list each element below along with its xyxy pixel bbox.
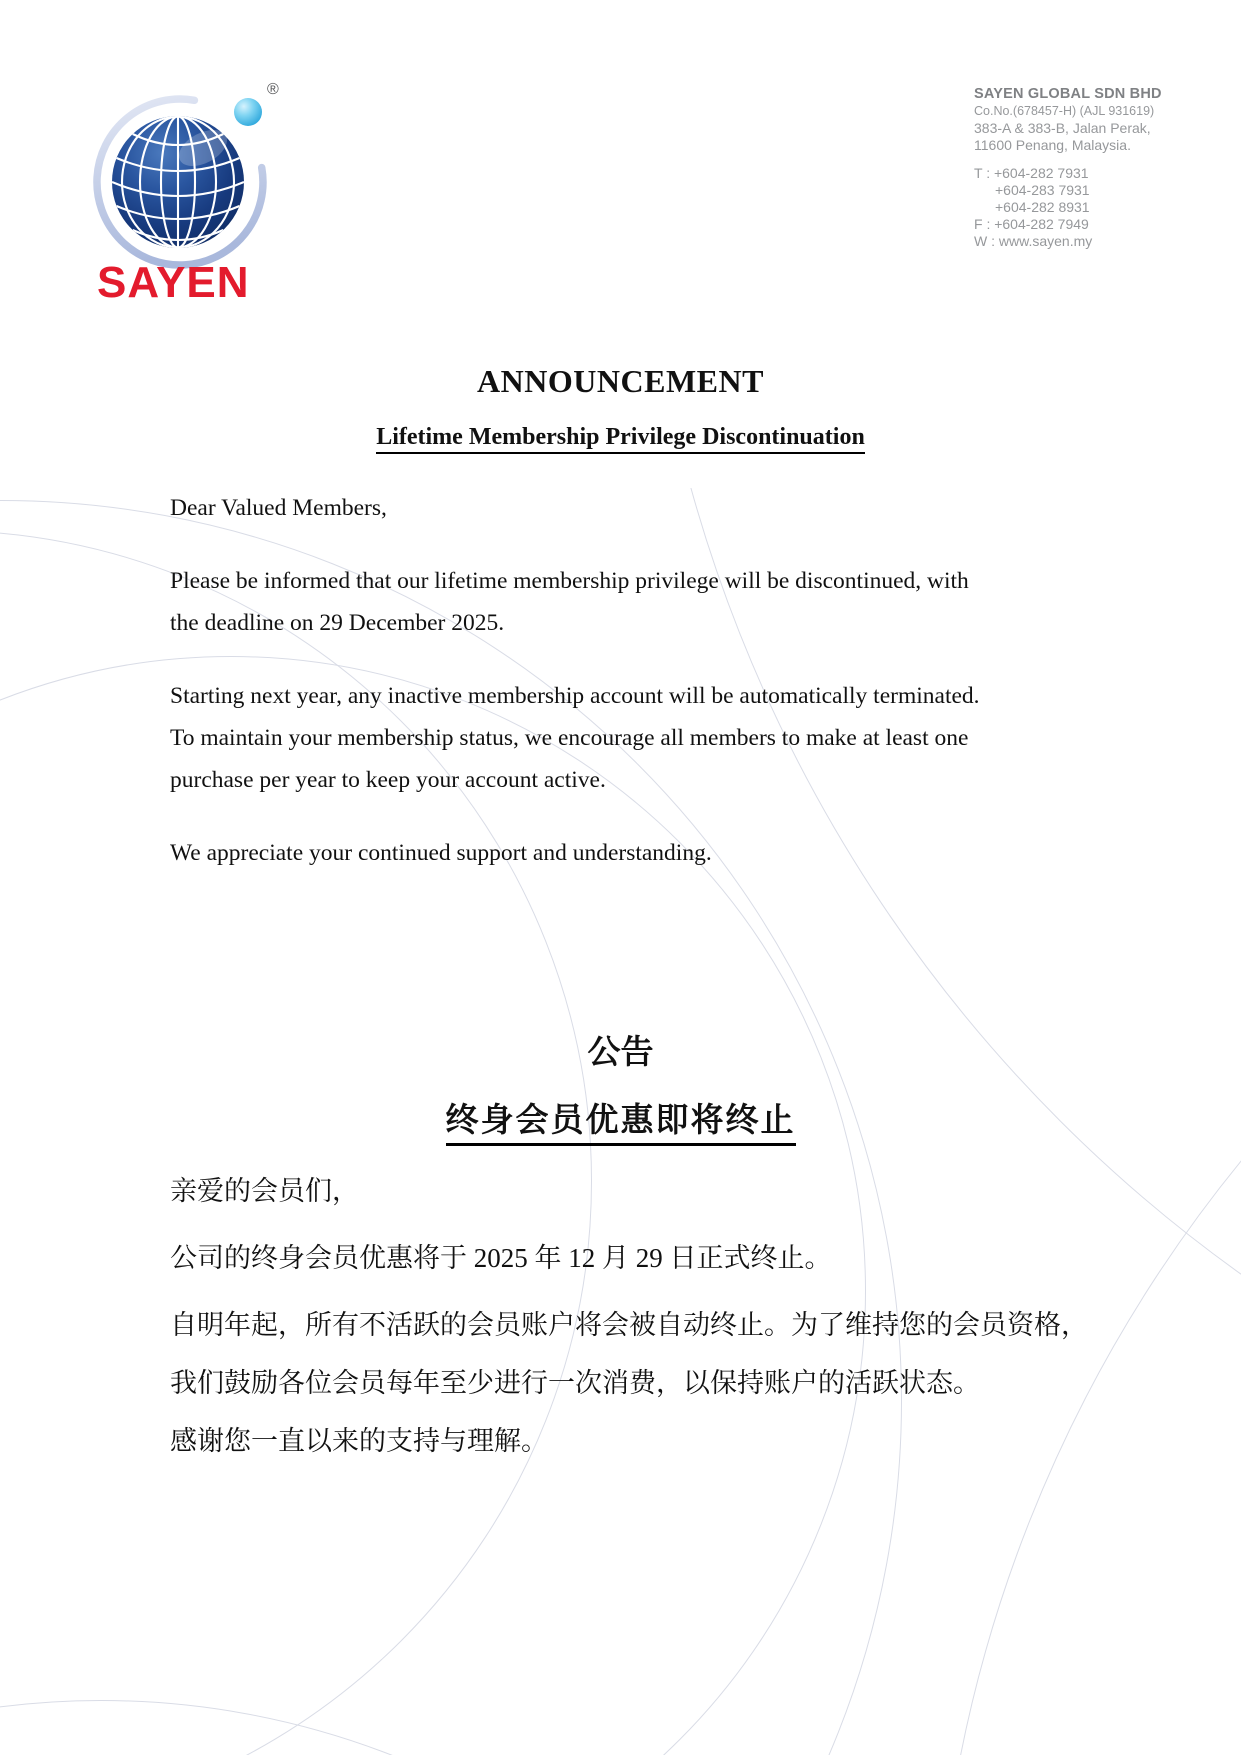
brand-wordmark: SAYEN xyxy=(97,258,250,307)
phone-line: +604-282 8931 xyxy=(995,199,1090,215)
en-text-line: purchase per year to keep your account active. xyxy=(170,767,606,793)
announcement-subtitle-en xyxy=(0,424,1241,451)
company-address-line: 11600 Penang, Malaysia. xyxy=(974,137,1131,153)
en-text-line: the deadline on 29 December 2025. xyxy=(170,610,505,636)
watermark-arc xyxy=(0,1700,902,1755)
announcement-body-zh xyxy=(170,1162,1130,1479)
company-address-line: 383-A & 383-B, Jalan Perak, xyxy=(974,120,1151,136)
announcement-subtitle-zh-text: 终身会员优惠即将终止 xyxy=(446,1103,796,1146)
en-text-line: Starting next year, any inactive membership account will be automatically terminated. xyxy=(170,683,980,709)
zh-paragraph-policy xyxy=(170,1296,1130,1412)
zh-salutation: 亲爱的会员们， xyxy=(170,1176,359,1206)
zh-text-line: 自明年起，所有不活跃的会员账户将会被自动终止。为了维持您的会员资格， xyxy=(170,1310,1088,1340)
zh-paragraph-deadline xyxy=(170,1229,1130,1287)
phone-line: T : +604-282 7931 xyxy=(974,165,1089,181)
registered-mark: ® xyxy=(267,81,279,98)
en-paragraph-deadline xyxy=(170,560,1085,644)
fax-line: F : +604-282 7949 xyxy=(974,216,1089,232)
announcement-title-en: ANNOUNCEMENT xyxy=(477,363,764,399)
satellite-dot xyxy=(234,98,262,126)
company-contact-block xyxy=(974,165,1224,250)
website-line: W : www.sayen.my xyxy=(974,233,1093,249)
announcement-title-zh: 公告 xyxy=(587,1035,654,1071)
zh-text-line: 公司的终身会员优惠将于 2025 年 12 月 29 日正式终止。 xyxy=(170,1243,832,1273)
announcement-subtitle-zh xyxy=(0,1094,1241,1141)
company-info-block xyxy=(974,86,1224,250)
zh-closing: 感谢您一直以来的支持与理解。 xyxy=(170,1426,548,1456)
en-text-line: To maintain your membership status, we encourage all members to make at least one xyxy=(170,725,969,751)
company-registration: Co.No.(678457-H) (AJL 931619) xyxy=(974,104,1155,118)
en-paragraph-policy xyxy=(170,675,1085,801)
announcement-subtitle-en-text: Lifetime Membership Privilege Discontinuation xyxy=(376,424,865,454)
en-closing: We appreciate your continued support and understanding. xyxy=(170,840,712,866)
phone-line: +604-283 7931 xyxy=(995,182,1090,198)
announcement-body-en xyxy=(170,487,1085,905)
company-name: SAYEN GLOBAL SDN BHD xyxy=(974,86,1162,102)
en-salutation: Dear Valued Members, xyxy=(170,495,387,521)
zh-text-line: 我们鼓励各位会员每年至少进行一次消费，以保持账户的活跃状态。 xyxy=(170,1368,980,1398)
en-text-line: Please be informed that our lifetime membership privilege will be discontinued, with xyxy=(170,568,969,594)
